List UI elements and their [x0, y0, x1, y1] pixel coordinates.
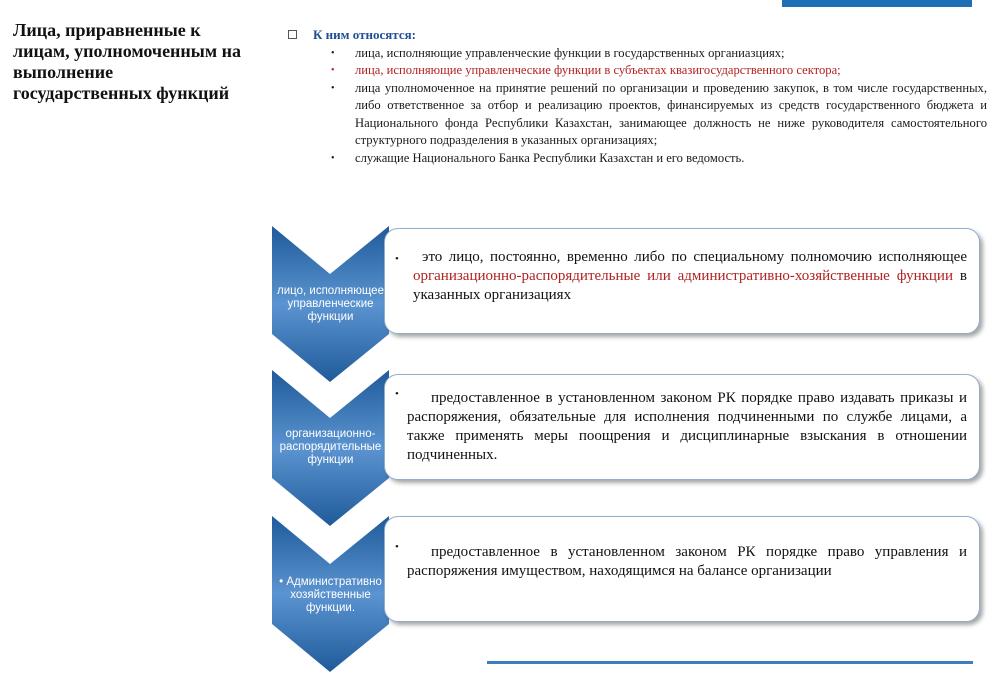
definition-box: [384, 228, 980, 334]
intro-section: [287, 26, 987, 167]
definition-text: предоставленное в установленном законом РК порядке право управления и распоряжения имуществом, находящимся на балансе организации: [407, 544, 967, 579]
bottom-divider: [487, 661, 973, 664]
definition-row-1: [272, 226, 984, 386]
definition-text: это лицо, постоянно, временно либо по специальному полномочию исполняющее организационно-распорядительные или административно-хозяйственные функции в указанных организациях: [413, 249, 967, 303]
intro-list: [287, 45, 987, 168]
bullet-icon: •: [395, 388, 399, 400]
bullet-icon: •: [331, 65, 335, 76]
definition-box: [384, 516, 980, 622]
bullet-icon: •: [331, 152, 335, 164]
chevron-label: лицо, исполняющее управленческие функции: [277, 285, 384, 323]
intro-heading: [287, 26, 987, 44]
definition-row-3: [272, 516, 984, 676]
chevron-arrow: [272, 516, 389, 672]
bullet-icon: •: [395, 253, 399, 265]
list-item: • лица, исполняющие управленческие функции в государственных органиазциях;: [355, 45, 987, 63]
definition-row-2: [272, 370, 984, 530]
bullet-icon: •: [331, 47, 335, 59]
square-bullet-icon: [288, 30, 297, 39]
chevron-arrow: [272, 370, 389, 526]
chevron-label: • Административно хозяйственные функции.: [279, 576, 382, 614]
list-item: • лица уполномоченное на принятие решений по организации и проведению закупок, в том числе государственных, либо ответственное за отбор и реализацию проектов, финансируемых из средств государственного бюджета и Национального фонда Республики Казахстан, занимающее должность не ниже руководителя самостоятельного структурного подразделения в указанных организациях;: [331, 80, 987, 147]
page-title: Лица, приравненные к лицам, уполномоченным на выполнение государственных функций: [13, 20, 241, 103]
top-accent-bar: [782, 0, 972, 7]
chevron-label: организационно-распорядительные функции: [279, 428, 382, 466]
chevron-arrow: [272, 226, 389, 382]
bullet-icon: •: [395, 541, 399, 553]
definition-box: [384, 374, 980, 480]
list-item: • служащие Национального Банка Республики Казахстан и его ведомость.: [355, 150, 987, 168]
bullet-icon: •: [331, 82, 335, 94]
definition-text: предоставленное в установленном законом РК порядке право издавать приказы и распоряжения, обязательные для исполнения подчиненными по службе лицами, а также применять меры поощрения и дисциплинарные взыскания в отношении подчиненных.: [407, 390, 967, 463]
intro-label: К ним относятся:: [313, 27, 416, 42]
list-item-highlighted: • лица, исполняющие управленческие функции в субъектах квазигосударственного сектора;: [355, 62, 987, 80]
